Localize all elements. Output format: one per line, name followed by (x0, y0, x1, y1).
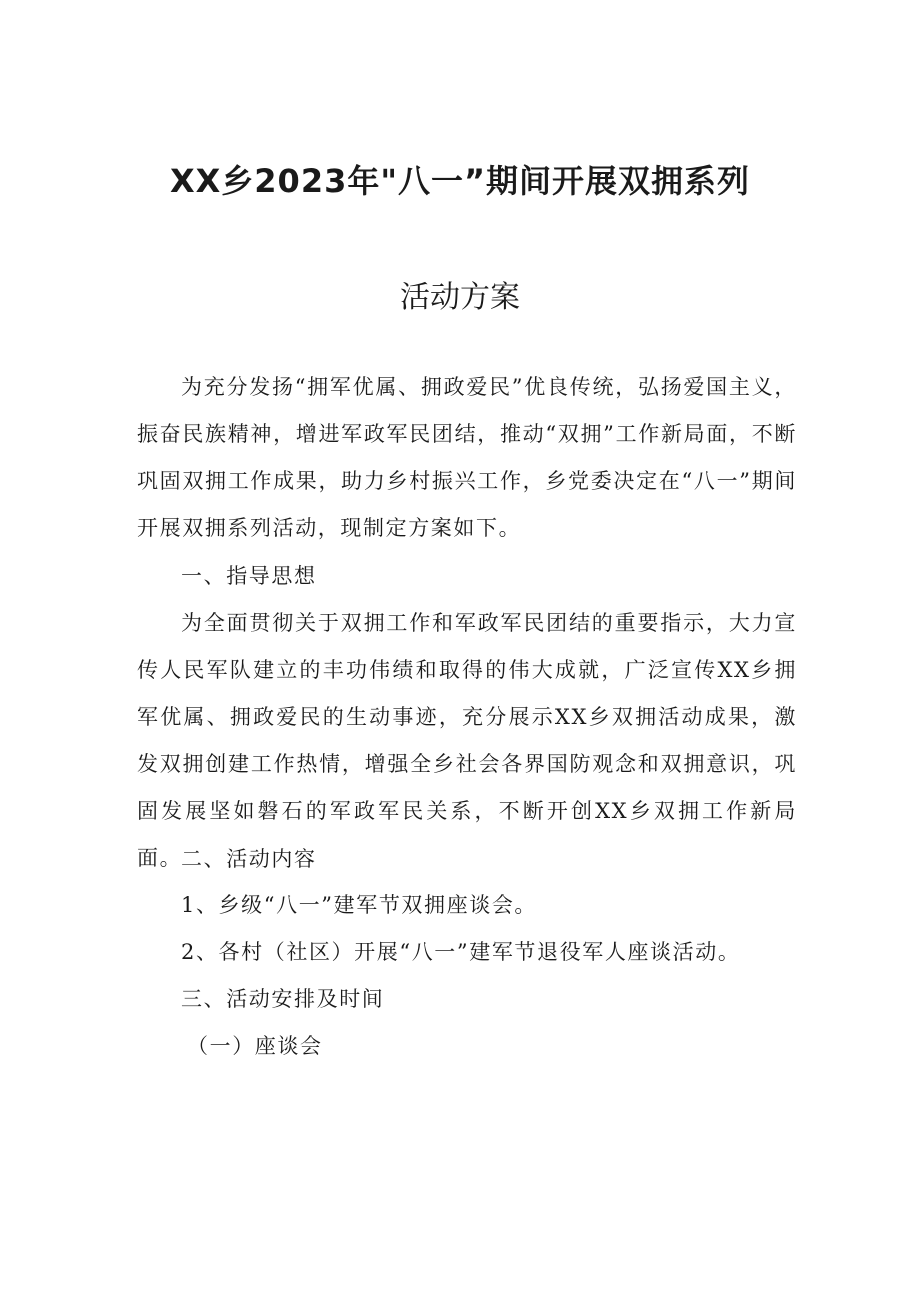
document-title-line1: XX乡2023年"八一”期间开展双拥系列 (169, 162, 751, 200)
section2-item-1: 1、乡级“八一”建军节双拥座谈会。 (181, 893, 538, 917)
section3-heading: 三、活动安排及时间 (181, 987, 385, 1011)
section3-subheading-1: （一）座谈会 (187, 1034, 323, 1058)
section1-paragraph: 为全面贯彻关于双拥工作和军政军民团结的重要指示，大力宣传人民军队建立的丰功伟绩和取得的伟大成就，广泛宣传XX乡拥军优属、拥政爱民的生动事迹，充分展示XX乡双拥活动成果，激发双拥创建工作热情，增强全乡社会各界国防观念和双拥意识，巩固发展坚如磐石的军政军民关系，不断开创XX乡双拥工作新局面。 (137, 611, 797, 870)
section2-item-2: 2、各村（社区）开展“八一”建军节退役军人座谈活动。 (181, 940, 741, 964)
intro-paragraph: 为充分发扬“拥军优属、拥政爱民”优良传统，弘扬爱国主义，振奋民族精神，增进军政军民团结，推动“双拥”工作新局面，不断巩固双拥工作成果，助力乡村振兴工作，乡党委决定在“八一”期间开展双拥系列活动，现制定方案如下。 (137, 375, 797, 540)
section2-heading: 二、活动内容 (181, 847, 317, 871)
document-title-line2: 活动方案 (400, 280, 520, 315)
section1-heading: 一、指导思想 (181, 564, 317, 588)
